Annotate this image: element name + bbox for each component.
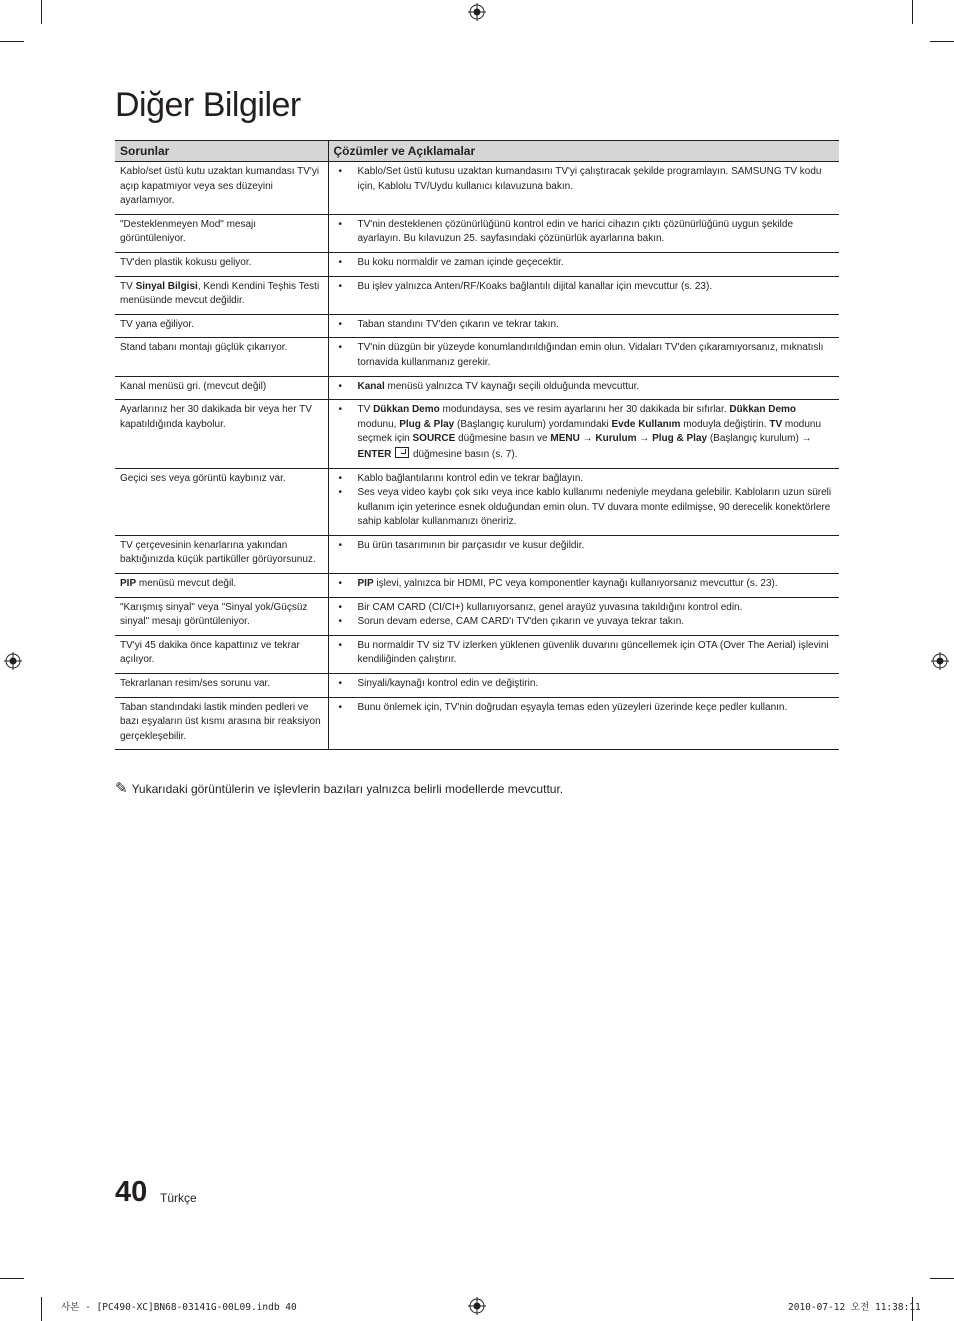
solution-list bbox=[334, 318, 835, 333]
table-row bbox=[115, 674, 839, 698]
table-row bbox=[115, 314, 839, 338]
footnote bbox=[115, 779, 563, 797]
crop-mark bbox=[0, 1278, 24, 1279]
table-row bbox=[115, 635, 839, 673]
table-row bbox=[115, 376, 839, 400]
solution-cell bbox=[328, 674, 839, 698]
solution-list bbox=[334, 701, 835, 716]
crop-mark bbox=[930, 1278, 954, 1279]
solution-cell bbox=[328, 338, 839, 376]
column-header-problems: Sorunlar bbox=[115, 141, 328, 162]
registration-mark-icon bbox=[468, 3, 486, 21]
solution-item: • Sorun devam ederse, CAM CARD'ı TV'den çıkarın ve yuvaya tekrar takın. bbox=[334, 615, 835, 630]
problem-cell: Taban standındaki lastik minden pedleri ve bazı eşyaların üst kısmı arasına bir reaksiyon gerçekleşebilir. bbox=[115, 697, 328, 750]
problem-cell: Kanal menüsü gri. (mevcut değil) bbox=[115, 376, 328, 400]
solution-item: • Bunu önlemek için, TV'nin doğrudan eşyayla temas eden yüzeyleri üzerinde keçe pedler kullanın. bbox=[334, 701, 835, 716]
problem-cell: Geçici ses veya görüntü kaybınız var. bbox=[115, 468, 328, 535]
solution-item: • TV'nin düzgün bir yüzeyde konumlandırıldığından emin olun. Vidaları TV'den çıkaramıyorsanız, mıknatıslı tornavida kullanmanız gerekir. bbox=[334, 341, 835, 370]
table-row bbox=[115, 252, 839, 276]
table-row bbox=[115, 574, 839, 598]
problem-cell: Ayarlarınız her 30 dakikada bir veya her TV kapatıldığında kaybolur. bbox=[115, 400, 328, 468]
solution-cell bbox=[328, 635, 839, 673]
page-number: 40 bbox=[115, 1176, 148, 1208]
problem-cell: Tekrarlanan resim/ses sorunu var. bbox=[115, 674, 328, 698]
solution-list bbox=[334, 380, 835, 395]
solution-list bbox=[334, 218, 835, 247]
crop-mark bbox=[930, 41, 954, 42]
footnote-text: Yukarıdaki görüntülerin ve işlevlerin bazıları yalnızca belirli modellerde mevcuttur. bbox=[131, 782, 564, 796]
page-title: Diğer Bilgiler bbox=[115, 86, 301, 124]
solution-item: • Kanal menüsü yalnızca TV kaynağı seçili olduğunda mevcuttur. bbox=[334, 380, 835, 395]
table-row bbox=[115, 338, 839, 376]
problem-cell: PIP menüsü mevcut değil. bbox=[115, 574, 328, 598]
registration-mark-icon bbox=[468, 1297, 486, 1315]
solution-cell bbox=[328, 597, 839, 635]
solution-list bbox=[334, 280, 835, 295]
registration-mark-icon bbox=[931, 652, 949, 670]
table-row bbox=[115, 162, 839, 215]
column-header-solutions: Çözümler ve Açıklamalar bbox=[328, 141, 839, 162]
solution-item: • Kablo bağlantılarını kontrol edin ve tekrar bağlayın. bbox=[334, 472, 835, 487]
solution-list bbox=[334, 256, 835, 271]
solution-cell bbox=[328, 214, 839, 252]
crop-mark bbox=[41, 0, 42, 24]
solution-cell bbox=[328, 697, 839, 750]
table-header-row bbox=[115, 141, 839, 162]
table-row bbox=[115, 468, 839, 535]
table-row bbox=[115, 214, 839, 252]
solution-list bbox=[334, 539, 835, 554]
solution-cell bbox=[328, 574, 839, 598]
solution-item: • Sinyali/kaynağı kontrol edin ve değiştirin. bbox=[334, 677, 835, 692]
problem-cell: TV Sinyal Bilgisi, Kendi Kendini Teşhis Testi menüsünde mevcut değildir. bbox=[115, 276, 328, 314]
table-row bbox=[115, 400, 839, 468]
problem-cell: TV'yi 45 dakika önce kapattınız ve tekrar açılıyor. bbox=[115, 635, 328, 673]
solution-cell bbox=[328, 376, 839, 400]
solution-item: • Bu normaldir TV siz TV izlerken yüklenen güvenlik duvarını güncellemek için OTA (Over The Aerial) işlevini kendiliğinden çalıştırır. bbox=[334, 639, 835, 668]
solution-cell bbox=[328, 252, 839, 276]
troubleshooting-table bbox=[115, 140, 839, 750]
problem-cell: "Karışmış sinyal" veya "Sinyal yok/Güçsüz sinyal" mesajı görüntüleniyor. bbox=[115, 597, 328, 635]
print-footer-datetime: 2010-07-12 오전 11:38:11 bbox=[788, 1302, 921, 1313]
print-footer-file: 사본 - [PC490-XC]BN68-03141G-00L09.indb 40 bbox=[61, 1302, 297, 1313]
solution-cell bbox=[328, 468, 839, 535]
table-row bbox=[115, 597, 839, 635]
solution-item: • Bu koku normaldir ve zaman içinde geçecektir. bbox=[334, 256, 835, 271]
solution-list bbox=[334, 577, 835, 592]
solution-cell bbox=[328, 314, 839, 338]
solution-item: • Bu ürün tasarımının bir parçasıdır ve kusur değildir. bbox=[334, 539, 835, 554]
solution-list bbox=[334, 472, 835, 530]
problem-cell: TV çerçevesinin kenarlarına yakından baktığınızda küçük partiküller görüyorsunuz. bbox=[115, 535, 328, 573]
crop-mark bbox=[912, 0, 913, 24]
solution-list bbox=[334, 601, 835, 630]
solution-list bbox=[334, 639, 835, 668]
solution-item: • Bu işlev yalnızca Anten/RF/Koaks bağlantılı dijital kanallar için mevcuttur (s. 23). bbox=[334, 280, 835, 295]
solution-cell bbox=[328, 400, 839, 468]
crop-mark bbox=[41, 1297, 42, 1321]
enter-icon bbox=[395, 447, 409, 458]
solution-item: • Kablo/Set üstü kutusu uzaktan kumandasını TV'yi çalıştıracak şekilde programlayın. SAMSUNG TV kodu için, Kablolu TV/Uydu kullanıcı kılavuzuna bakın. bbox=[334, 165, 835, 194]
table-row bbox=[115, 535, 839, 573]
solution-list bbox=[334, 165, 835, 194]
solution-cell bbox=[328, 276, 839, 314]
solution-item: • PIP işlevi, yalnızca bir HDMI, PC veya komponentler kaynağı kullanıyorsanız mevcuttur (s. 23). bbox=[334, 577, 835, 592]
solution-item: • TV'nin desteklenen çözünürlüğünü kontrol edin ve harici cihazın çıktı çözünürlüğünü uygun şekilde ayarlayın. Bu kılavuzun 25. sayfasındaki çözünürlük ayarlarına bakın. bbox=[334, 218, 835, 247]
solution-item: • Taban standını TV'den çıkarın ve tekrar takın. bbox=[334, 318, 835, 333]
registration-mark-icon bbox=[4, 652, 22, 670]
pencil-icon: ✎ bbox=[115, 780, 128, 797]
page-language: Türkçe bbox=[160, 1191, 197, 1205]
solution-item: • TV Dükkan Demo modundaysa, ses ve resim ayarlarını her 30 dakikada bir sıfırlar. Dükkan Demo modunu, Plug & Play (Başlangıç kurulum) yordamındaki Evde Kullanım moduyla değiştirin. TV modunu seçmek için SOURCE düğmesine basın ve MENU → Kurulum → Plug & Play (Başlangıç kurulum) → ENTER düğmesine basın (s. 7). bbox=[334, 403, 835, 462]
problem-cell: Kablo/set üstü kutu uzaktan kumandası TV'yi açıp kapatmıyor veya ses düzeyini ayarlamıyor. bbox=[115, 162, 328, 215]
solution-list bbox=[334, 677, 835, 692]
crop-mark bbox=[0, 41, 24, 42]
problem-cell: "Desteklenmeyen Mod" mesajı görüntüleniyor. bbox=[115, 214, 328, 252]
solution-item: • Bir CAM CARD (CI/CI+) kullanıyorsanız, genel arayüz yuvasına takıldığını kontrol edin. bbox=[334, 601, 835, 616]
solution-item: • Ses veya video kaybı çok sıkı veya ince kablo kullanımı nedeniyle meydana gelebilir. Kabloların uzun süreli kullanım için yeterince esnek olduğundan emin olun. TV duvara monte edilmişse, 90 derecelik konektörlere sahip kablolar kullanmanızı öneririz. bbox=[334, 486, 835, 530]
solution-cell bbox=[328, 535, 839, 573]
solution-list bbox=[334, 403, 835, 462]
problem-cell: TV'den plastik kokusu geliyor. bbox=[115, 252, 328, 276]
problem-cell: TV yana eğiliyor. bbox=[115, 314, 328, 338]
table-row bbox=[115, 697, 839, 750]
solution-cell bbox=[328, 162, 839, 215]
table-row bbox=[115, 276, 839, 314]
solution-list bbox=[334, 341, 835, 370]
problem-cell: Stand tabanı montajı güçlük çıkarıyor. bbox=[115, 338, 328, 376]
